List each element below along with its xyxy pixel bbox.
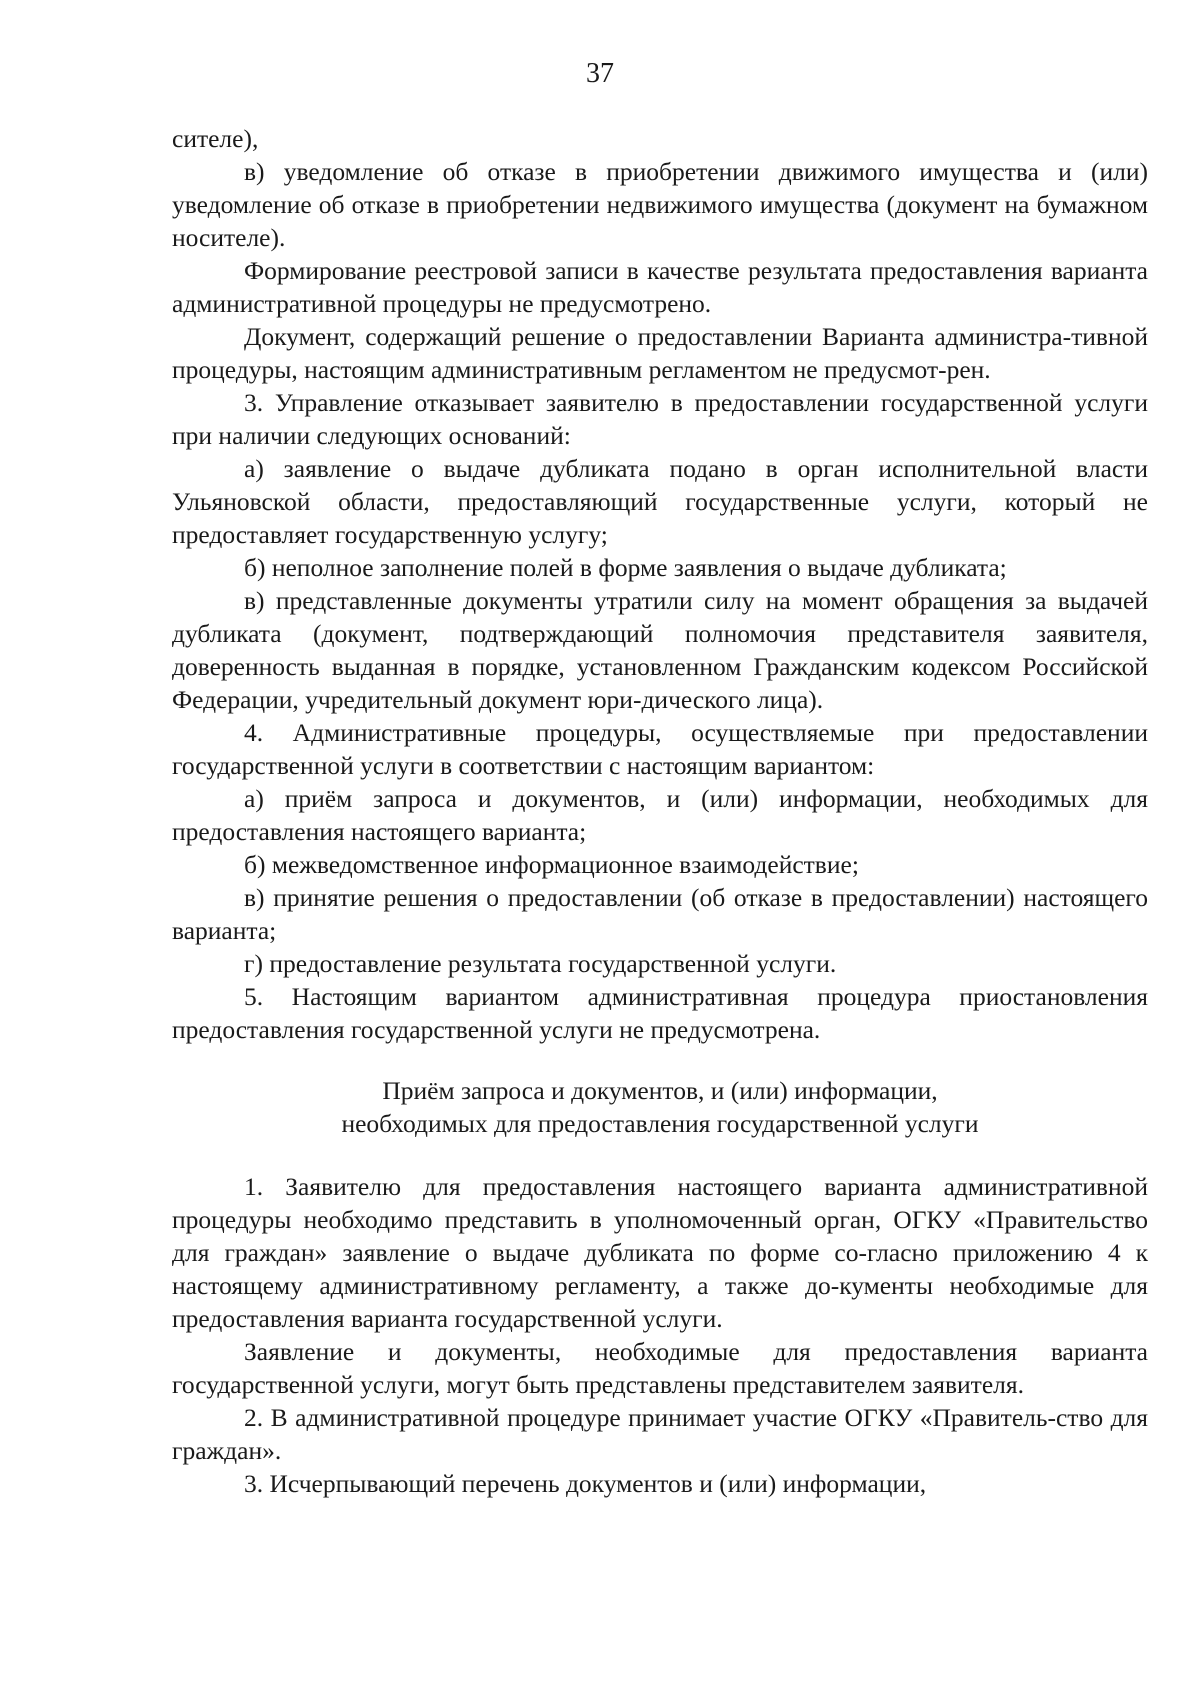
paragraph: 3. Управление отказывает заявителю в предоставлении государственной услуги при наличии следующих оснований: <box>172 388 1148 450</box>
paragraph: г) предоставление результата государственной услуги. <box>244 949 837 978</box>
paragraph: 4. Административные процедуры, осуществляемые при предоставлении государственной услуги в соответствии с настоящим вариантом: <box>172 718 1148 780</box>
paragraph: 5. Настоящим вариантом административная процедура приостановления предоставления государственной услуги не предусмотрена. <box>172 982 1148 1044</box>
paragraph: 2. В административной процедуре принимает участие ОГКУ «Правитель-ство для граждан». <box>172 1403 1148 1465</box>
section-heading-line-2: необходимых для предоставления государственной услуги <box>341 1109 979 1138</box>
paragraph: в) представленные документы утратили силу на момент обращения за выдачей дубликата (документ, подтверждающий полномочия представителя заявителя, доверенность выданная в порядке, установленном Гражданским кодексом Российской Федерации, учредительный документ юри-дического лица). <box>172 586 1148 714</box>
document-body <box>172 122 1148 1500</box>
paragraph: в) уведомление об отказе в приобретении движимого имущества и (или) уведомление об отказе в приобретении недвижимого имущества (документ на бумажном носителе). <box>172 157 1148 252</box>
paragraph: а) заявление о выдаче дубликата подано в орган исполнительной власти Ульяновской области, предоставляющий государственные услуги, который не предоставляет государственную услугу; <box>172 454 1148 549</box>
paragraph: Заявление и документы, необходимые для предоставления варианта государственной услуги, могут быть представлены представителем заявителя. <box>172 1337 1148 1399</box>
section-heading-line-1: Приём запроса и документов, и (или) информации, <box>382 1076 938 1105</box>
paragraphs-top <box>172 122 1148 1046</box>
page-number: 37 <box>586 58 614 89</box>
paragraphs-bottom <box>172 1170 1148 1500</box>
paragraph: 3. Исчерпывающий перечень документов и (или) информации, <box>244 1469 927 1498</box>
section-heading <box>172 1074 1148 1140</box>
paragraph: Документ, содержащий решение о предоставлении Варианта администра-тивной процедуры, настоящим административным регламентом не предусмот-рен. <box>172 322 1148 384</box>
paragraph: б) межведомственное информационное взаимодействие; <box>244 850 859 879</box>
paragraph: сителе), <box>172 124 259 153</box>
paragraph: 1. Заявителю для предоставления настоящего варианта административной процедуры необходимо представить в уполномоченный орган, ОГКУ «Правительство для граждан» заявление о выдаче дубликата по форме со-гласно приложению 4 к настоящему административному регламенту, а также до-кументы необходимые для предоставления варианта государственной услуги. <box>172 1172 1148 1333</box>
paragraph: в) принятие решения о предоставлении (об отказе в предоставлении) настоящего варианта; <box>172 883 1148 945</box>
paragraph: б) неполное заполнение полей в форме заявления о выдаче дубликата; <box>244 553 1007 582</box>
paragraph: а) приём запроса и документов, и (или) информации, необходимых для предоставления настоящего варианта; <box>172 784 1148 846</box>
paragraph: Формирование реестровой записи в качестве результата предоставления варианта административной процедуры не предусмотрено. <box>172 256 1148 318</box>
